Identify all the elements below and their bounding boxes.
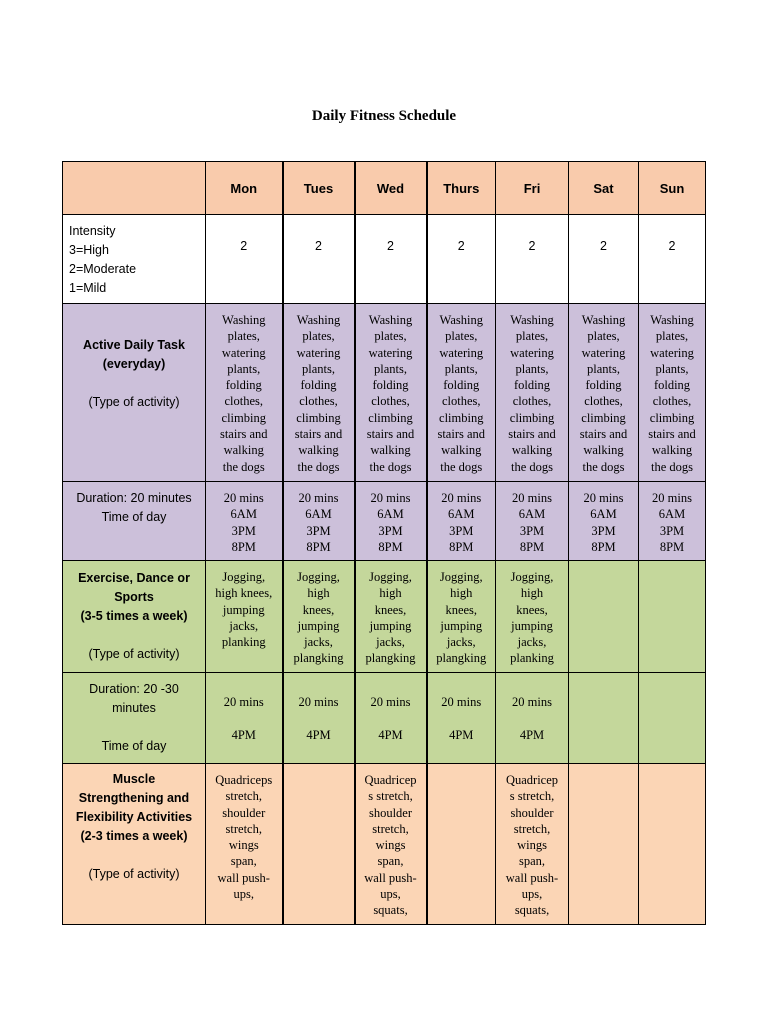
cell-line: walking	[583, 443, 624, 458]
cell-line: 3PM	[519, 523, 545, 538]
muscle-cell	[639, 764, 706, 925]
muscle-row	[63, 764, 706, 925]
cell-line: stairs and	[579, 427, 628, 442]
intensity-row	[63, 215, 706, 304]
cell-line: stretch,	[372, 821, 409, 836]
intensity-value: 2	[639, 215, 706, 304]
cell-line: watering	[510, 345, 554, 360]
exercise-duration-cell	[639, 673, 706, 764]
cell-line: plangking	[293, 651, 344, 666]
exercise-duration-cell	[569, 673, 639, 764]
cell-line: jacks,	[446, 635, 476, 650]
cell-line: stairs and	[219, 427, 268, 442]
cell-line: shoulder	[368, 805, 413, 820]
cell-line: Jogging,	[297, 570, 340, 584]
exercise-cell	[569, 561, 639, 673]
cell-line: watering	[368, 345, 413, 360]
cell-line: the dogs	[440, 459, 483, 474]
exercise-cell	[283, 561, 355, 673]
cell-line: folding	[225, 378, 262, 393]
muscle-cell	[355, 764, 427, 925]
cell-line: high	[450, 586, 473, 601]
cell-line: climbing	[221, 410, 266, 425]
cell-line: the dogs	[222, 459, 265, 474]
cell-line: stairs and	[508, 427, 556, 442]
cell-line: 20 mins	[298, 694, 339, 709]
cell-line: 3PM	[231, 523, 256, 538]
cell-line: walking	[298, 443, 339, 458]
exercise-duration-cell	[355, 673, 427, 764]
cell-line: plates,	[515, 329, 549, 344]
intensity-value: 2	[496, 215, 569, 304]
cell-line: the dogs	[510, 459, 553, 474]
cell-line: 8PM	[449, 539, 474, 554]
cell-line: planking	[221, 635, 266, 650]
exercise-cell	[427, 561, 496, 673]
cell-line: Jogging,	[439, 570, 483, 584]
intensity-value: 2	[355, 215, 427, 304]
cell-line: plangking	[365, 651, 416, 666]
cell-line: 4PM	[231, 727, 256, 742]
cell-line: 20 mins	[370, 694, 411, 709]
active-task-cell	[355, 304, 427, 482]
muscle-cell	[427, 764, 496, 925]
cell-line: Washing	[296, 313, 341, 327]
cell-line: plates,	[374, 329, 407, 344]
cell-line: climbing	[581, 410, 626, 425]
cell-line: the dogs	[369, 459, 412, 474]
cell-line: Quadricep	[364, 773, 417, 787]
cell-line: Washing	[222, 313, 266, 327]
cell-line: 3PM	[378, 523, 403, 538]
cell-line: Jogging,	[222, 570, 266, 584]
intensity-value: 2	[206, 215, 283, 304]
cell-line: watering	[296, 345, 341, 360]
cell-line: span,	[518, 854, 546, 869]
active-task-row	[63, 304, 706, 482]
cell-line: span,	[230, 854, 257, 869]
cell-line: 20 mins	[441, 694, 482, 709]
active-task-cell	[569, 304, 639, 482]
cell-line: wall push-	[505, 870, 559, 885]
cell-line: Washing	[581, 313, 626, 327]
cell-line: squats,	[514, 903, 550, 918]
cell-line: Quadricep	[505, 773, 559, 787]
cell-line: plates,	[302, 329, 335, 344]
cell-line: stretch,	[225, 821, 262, 836]
cell-line: 8PM	[231, 539, 256, 554]
day-header: Tues	[283, 162, 355, 215]
cell-line: jumping	[222, 602, 265, 617]
cell-line: climbing	[296, 410, 341, 425]
exercise-duration-cell	[427, 673, 496, 764]
cell-line: Jogging,	[510, 570, 554, 584]
cell-line: wings	[228, 838, 259, 853]
day-header: Mon	[206, 162, 283, 215]
cell-line: jumping	[440, 618, 483, 633]
active-task-cell	[427, 304, 496, 482]
cell-line: 4PM	[449, 727, 474, 742]
exercise-label: Exercise, Dance or Sports (3-5 times a week) (Type of activity)	[63, 561, 206, 673]
cell-line: jumping	[297, 618, 340, 633]
cell-line: planking	[510, 651, 554, 666]
cell-line: 3PM	[591, 523, 616, 538]
exercise-duration-label: Duration: 20 -30 minutes Time of day	[63, 673, 206, 764]
cell-line: clothes,	[299, 394, 338, 409]
cell-line: 6AM	[590, 507, 617, 522]
header-row	[63, 162, 706, 215]
cell-line: 4PM	[306, 727, 331, 742]
active-duration-cell	[355, 482, 427, 561]
cell-line: ups,	[521, 887, 543, 902]
cell-line: walking	[441, 443, 482, 458]
cell-line: 3PM	[449, 523, 474, 538]
cell-line: 20 mins	[441, 491, 482, 505]
cell-line: plates,	[227, 329, 260, 344]
cell-line: stairs and	[366, 427, 415, 442]
cell-line: plates,	[587, 329, 620, 344]
intensity-value: 2	[427, 215, 496, 304]
cell-line: stairs and	[294, 427, 343, 442]
cell-line: 20 mins	[370, 491, 411, 505]
header-corner	[63, 162, 206, 215]
cell-line: knees,	[302, 602, 335, 617]
cell-line: high	[520, 586, 544, 601]
cell-line: 3PM	[306, 523, 331, 538]
cell-line: Washing	[368, 313, 413, 327]
cell-line: plangking	[436, 651, 487, 666]
active-duration-label: Duration: 20 minutes Time of day	[63, 482, 206, 561]
cell-line: watering	[581, 345, 626, 360]
cell-line: shoulder	[510, 805, 554, 820]
day-header: Sat	[569, 162, 639, 215]
cell-line: plants,	[227, 361, 261, 376]
cell-line: 20 mins	[223, 491, 264, 505]
exercise-row	[63, 561, 706, 673]
cell-line: jacks,	[229, 618, 259, 633]
cell-line: climbing	[439, 410, 484, 425]
cell-line: clothes,	[371, 394, 410, 409]
exercise-duration-cell	[496, 673, 569, 764]
cell-line: 20 mins	[512, 491, 552, 505]
cell-line: 8PM	[378, 539, 403, 554]
cell-line: shoulder	[222, 805, 266, 820]
active-task-label: Active Daily Task (everyday) (Type of activity)	[63, 304, 206, 482]
cell-line: 20 mins	[298, 491, 339, 505]
muscle-label: Muscle Strengthening and Flexibility Activities (2-3 times a week) (Type of activity)	[63, 764, 206, 925]
cell-line: climbing	[509, 410, 555, 425]
cell-line: jacks,	[304, 635, 333, 650]
active-duration-cell	[569, 482, 639, 561]
cell-line: span,	[377, 854, 404, 869]
cell-line: watering	[439, 345, 484, 360]
cell-line: 4PM	[378, 727, 403, 742]
cell-line: folding	[443, 378, 480, 393]
cell-line: plants,	[302, 361, 335, 376]
cell-line: climbing	[649, 410, 695, 425]
cell-line: jacks,	[376, 635, 405, 650]
cell-line: high	[379, 586, 402, 601]
active-task-cell	[206, 304, 283, 482]
active-duration-cell	[283, 482, 355, 561]
active-duration-cell	[427, 482, 496, 561]
cell-line: knees,	[374, 602, 407, 617]
cell-line: Washing	[650, 313, 694, 327]
cell-line: Jogging,	[369, 570, 412, 584]
cell-line: the dogs	[582, 459, 625, 474]
cell-line: walking	[651, 443, 693, 458]
cell-line: folding	[513, 378, 551, 393]
cell-line: clothes,	[512, 394, 552, 409]
cell-line: clothes,	[584, 394, 623, 409]
exercise-cell	[639, 561, 706, 673]
exercise-duration-cell	[283, 673, 355, 764]
exercise-duration-cell	[206, 673, 283, 764]
cell-line: jumping	[369, 618, 412, 633]
cell-line: 20 mins	[512, 694, 552, 709]
cell-line: Quadriceps	[215, 773, 273, 787]
cell-line: ups,	[233, 887, 254, 902]
cell-line: stretch,	[225, 789, 262, 804]
exercise-duration-row	[63, 673, 706, 764]
active-duration-cell	[206, 482, 283, 561]
active-task-cell	[639, 304, 706, 482]
cell-line: walking	[223, 443, 264, 458]
exercise-cell	[355, 561, 427, 673]
active-task-cell	[283, 304, 355, 482]
active-duration-cell	[496, 482, 569, 561]
intensity-value: 2	[283, 215, 355, 304]
day-header: Thurs	[427, 162, 496, 215]
cell-line: knees,	[445, 602, 478, 617]
cell-line: 6AM	[305, 507, 332, 522]
cell-line: wings	[375, 838, 406, 853]
cell-line: s stretch,	[509, 789, 555, 804]
cell-line: the dogs	[650, 459, 693, 474]
cell-line: clothes,	[224, 394, 264, 409]
muscle-cell	[496, 764, 569, 925]
cell-line: high knees,	[215, 586, 273, 601]
cell-line: 8PM	[306, 539, 331, 554]
cell-line: watering	[650, 345, 694, 360]
cell-line: wall push-	[217, 870, 270, 885]
cell-line: wings	[517, 838, 547, 853]
intensity-label: Intensity 3=High 2=Moderate 1=Mild	[63, 215, 206, 304]
cell-line: 6AM	[448, 507, 475, 522]
muscle-cell	[206, 764, 283, 925]
cell-line: plates,	[445, 329, 478, 344]
cell-line: folding	[372, 378, 409, 393]
day-header: Fri	[496, 162, 569, 215]
cell-line: 20 mins	[583, 491, 624, 505]
cell-line: 20 mins	[652, 491, 692, 505]
cell-line: clothes,	[652, 394, 692, 409]
muscle-cell	[283, 764, 355, 925]
cell-line: folding	[653, 378, 691, 393]
cell-line: watering	[221, 345, 266, 360]
fitness-schedule-table	[62, 161, 706, 925]
cell-line: 8PM	[659, 539, 685, 554]
cell-line: 6AM	[518, 507, 546, 522]
cell-line: folding	[300, 378, 337, 393]
cell-line: knees,	[516, 602, 548, 617]
active-duration-row	[63, 482, 706, 561]
cell-line: 6AM	[658, 507, 686, 522]
cell-line: Washing	[510, 313, 554, 327]
cell-line: plants,	[515, 361, 549, 376]
active-duration-cell	[639, 482, 706, 561]
cell-line: the dogs	[297, 459, 340, 474]
cell-line: plants,	[655, 361, 689, 376]
intensity-value: 2	[569, 215, 639, 304]
exercise-cell	[496, 561, 569, 673]
cell-line: stretch,	[513, 821, 551, 836]
cell-line: ups,	[380, 887, 401, 902]
cell-line: Washing	[439, 313, 483, 327]
cell-line: plants,	[587, 361, 620, 376]
cell-line: walking	[511, 443, 553, 458]
cell-line: wall push-	[364, 870, 417, 885]
day-header: Sun	[639, 162, 706, 215]
cell-line: clothes,	[441, 394, 481, 409]
cell-line: stairs and	[648, 427, 696, 442]
cell-line: plants,	[444, 361, 478, 376]
cell-line: plates,	[655, 329, 689, 344]
cell-line: 8PM	[519, 539, 545, 554]
muscle-cell	[569, 764, 639, 925]
cell-line: high	[307, 586, 330, 601]
cell-line: stairs and	[437, 427, 486, 442]
day-header: Wed	[355, 162, 427, 215]
exercise-cell	[206, 561, 283, 673]
cell-line: climbing	[368, 410, 413, 425]
cell-line: squats,	[373, 903, 408, 918]
page-title: Daily Fitness Schedule	[311, 108, 457, 124]
cell-line: 3PM	[659, 523, 685, 538]
cell-line: folding	[585, 378, 622, 393]
cell-line: 6AM	[230, 507, 257, 522]
cell-line: s stretch,	[368, 789, 413, 804]
active-task-cell	[496, 304, 569, 482]
cell-line: 6AM	[377, 507, 404, 522]
cell-line: 8PM	[591, 539, 616, 554]
cell-line: 4PM	[519, 727, 545, 742]
cell-line: plants,	[374, 361, 407, 376]
cell-line: jacks,	[517, 635, 547, 650]
cell-line: walking	[370, 443, 411, 458]
cell-line: jumping	[511, 618, 553, 633]
cell-line: 20 mins	[223, 694, 264, 709]
